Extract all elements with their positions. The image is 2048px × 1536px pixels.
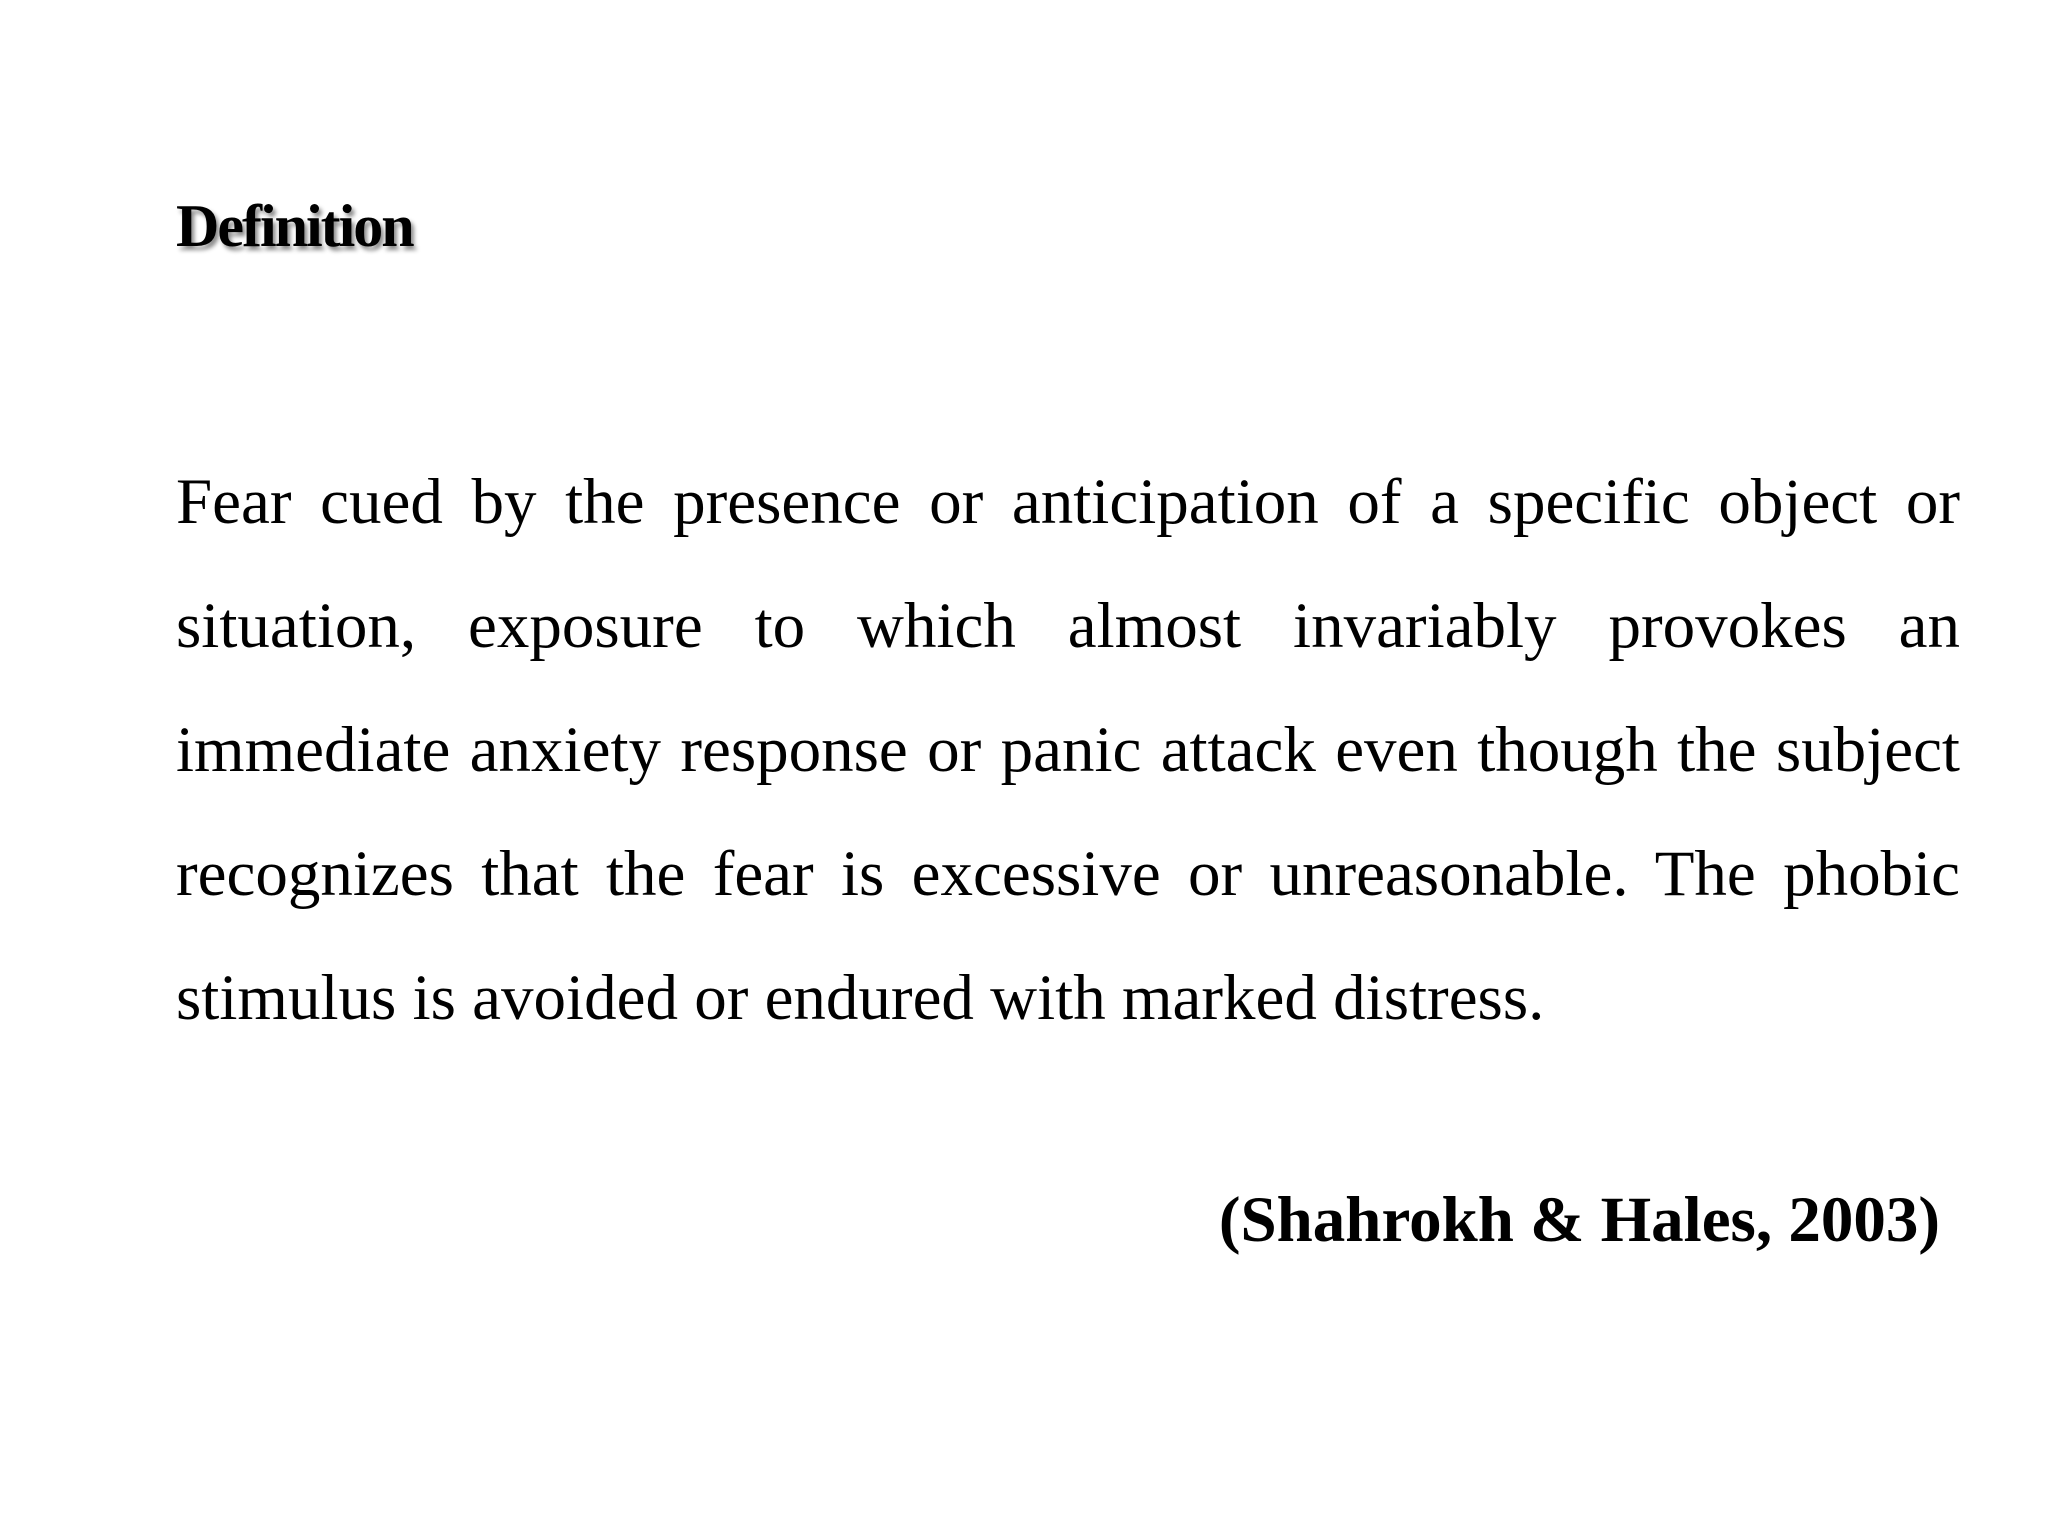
citation: (Shahrokh & Hales, 2003) [1218,1184,1940,1256]
definition-paragraph: Fear cued by the presence or anticipation of a specific object or situation, exposure to which almost invariably provokes an immediate anxiety response or panic attack even though the subject recognizes that the fear is excessive or unreasonable. The phobic stimulus is avoided or endured with marked distress. [176,466,1960,1034]
slide-heading: Definition [176,193,413,259]
